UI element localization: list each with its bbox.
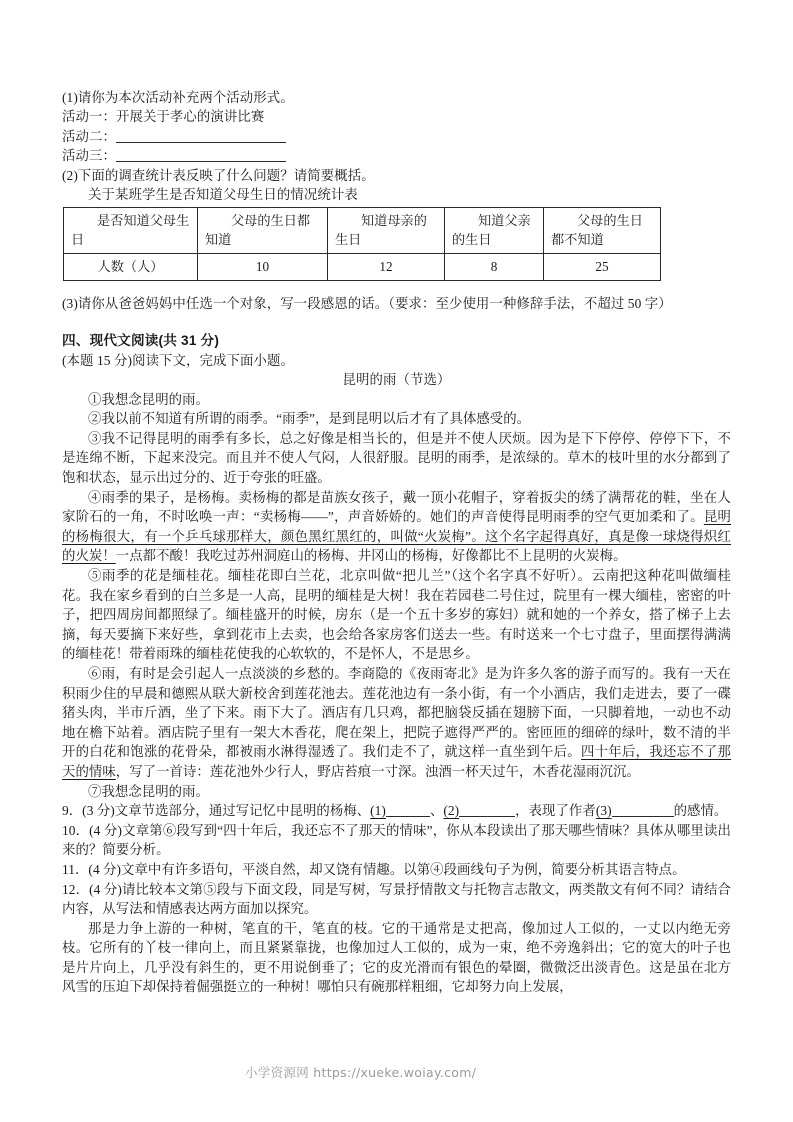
activity-item-3-blank[interactable] xyxy=(116,148,286,162)
table-cell-value-2: 8 xyxy=(445,254,544,281)
paragraph-6-underlined: 四十年后，我还忘不了那天的情味 xyxy=(62,744,731,779)
activity-item-2 xyxy=(62,127,731,146)
article-paragraph-2: ②我以前不知道有所谓的雨季。“雨季”，是到昆明以后才有了具体感受的。 xyxy=(88,411,531,427)
paragraph-6-part-a: ⑥雨，有时是会引起人一点淡淡的乡愁的。李商隐的《夜雨寄北》是为许多久客的游子而写的。我有一天在积雨少住的早晨和德熙从联大新校舍到莲花池去。莲花池边有一条小街，有一个小酒店，我们走进去，要了一碟猪头肉，半市斤酒，坐了下来。雨下大了。酒店有几只鸡，都把脑袋反插在翅膀下面，一只脚着地，一动也不动地在檐下站着。酒店院子里有一架大木香花，爬在架上，把院子遮得严严的。密匝匝的细碎的绿叶，数不清的半开的白花和饱涨的花骨朵，都被雨水淋得湿透了。我们走不了，就这样一直坐到午后。 xyxy=(62,665,731,760)
question-12-excerpt: 那是力争上游的一种树，笔直的干，笔直的枝。它的干通常是丈把高，像加过人工似的，一丈以内绝无旁枝。它所有的丫枝一律向上，而且紧紧靠拢，也像加过人工似的，成为一束，绝不旁逸斜出；它的宽大的叶子也是片片向上，几乎没有斜生的，更不用说倒垂了；它的皮光滑而有银色的晕圈，微微泛出淡青色。这是虽在北方风雪的压迫下却保持着倔强挺立的一种树！哪怕只有碗那样粗细，它却努力向上发展， xyxy=(62,920,731,995)
question-10: 10．(4 分)文章第⑥段写到“四十年后，我还忘不了那天的情味”，你从本段读出了那天哪些情味？具体从哪里读出来的？简要分析。 xyxy=(62,822,731,858)
question-12: 12．(4 分)请比较本文第⑤段与下面文段，同是写树，写景抒情散文与托物言志散文，两类散文有何不同？请结合内容，从写法和情感表达两方面加以探究。 xyxy=(62,881,731,917)
activity-item-2-label: 活动二： xyxy=(62,128,116,144)
question-9-text-c: 的感 xyxy=(673,803,701,819)
activity-item-3-label: 活动三： xyxy=(62,148,116,164)
question-9-text-d: 情。 xyxy=(700,803,728,819)
article-paragraph-6 xyxy=(62,664,731,782)
question-9-blank-3-label: (3) xyxy=(595,803,612,819)
question-9-blank-1-label: (1) xyxy=(370,803,386,819)
article-paragraph-1: ①我想念昆明的雨。 xyxy=(88,391,209,407)
spacer-after-table xyxy=(62,281,731,294)
stat-table-caption: 关于某班学生是否知道父母生日的情况统计表 xyxy=(88,187,358,203)
table-header-cell-2: 知道母亲的生日 xyxy=(328,208,445,254)
question-11: 11．(4 分)文章中有许多语句，平淡自然，却又饶有情趣。以第④段画线句子为例，简要分析其语言特点。 xyxy=(62,861,686,877)
question-9-blank-2-label: (2) xyxy=(443,803,460,819)
table-header-cell-3: 知道父亲的生日 xyxy=(445,208,544,254)
activity-item-3 xyxy=(62,146,731,165)
activity-item-1: 活动一：开展关于孝心的演讲比赛 xyxy=(62,109,265,125)
article-paragraph-5: ⑤雨季的花是缅桂花。缅桂花即白兰花，北京叫做“把儿兰”（这个名字真不好听）。云南把这种花叫做缅桂花。我在家乡看到的白兰多是一人高，昆明的缅桂是大树！我在若园巷二号住过，院里有一棵大缅桂，密密的叶子，把四周房间都照绿了。缅桂盛开的时候，房东（是一个五十多岁的寡妇）就和她的一个养女，搭了梯子上去摘，每天要摘下来好些，拿到花市上去卖，也会给各家房客们送去一些。有时送来一个七寸盘子，里面摆得满满的缅桂花！带着雨珠的缅桂花使我的心软软的，不是怀人，不是思乡。 xyxy=(62,568,731,662)
paragraph-4-part-b: 一点都不酸！我吃过苏州洞庭山的杨梅、井冈山的杨梅，好像都比不上昆明的火炭梅。 xyxy=(115,548,627,564)
table-row-label: 人数（人） xyxy=(64,254,198,281)
question-9-blank-2[interactable] xyxy=(459,803,515,817)
article-paragraph-3: ③我不记得昆明的雨季有多长，总之好像是相当长的，但是并不使人厌烦。因为是下下停停、停停下下，不是连绵不断，下起来没完。而且并不使人气闷，人很舒服。昆明的雨季，是浓绿的。草木的枝叶里的水分都到了饱和状态，显示出过分的、近于夸张的旺盛。 xyxy=(62,430,731,486)
question-9 xyxy=(62,801,731,821)
activity-question-3: (3)请你从爸爸妈妈中任选一个对象，写一段感恩的话。（要求：至少使用一种修辞手法，不超过 50 字） xyxy=(62,296,672,312)
question-9-blank-3[interactable] xyxy=(612,803,674,817)
paragraph-4-underlined: 昆明的杨梅很大，有一个乒乓球那样大，颜色黑红黑红的，叫做“火炭梅”。这个名字起得真好，真是像一球烧得炽红的火炭！ xyxy=(62,509,731,564)
table-row-data xyxy=(64,254,661,281)
article-paragraph-4 xyxy=(62,488,731,566)
article-paragraph-7: ⑦我想念昆明的雨。 xyxy=(88,783,209,799)
paragraph-4-part-a: ④雨季的果子，是杨梅。卖杨梅的都是苗族女孩子，戴一顶小花帽子，穿着扳尖的绣了满帮花的鞋，坐在人家阶石的一角，不时吆唤一声：“卖杨梅——”，声音娇娇的。她们的声音使得昆明雨季的空气更加柔和了。 xyxy=(62,489,731,525)
activity-item-2-blank[interactable] xyxy=(116,129,286,143)
table-cell-value-3: 25 xyxy=(544,254,661,281)
table-header-cell-1: 父母的生日都知道 xyxy=(198,208,328,254)
table-header-cell-4: 父母的生日都不知道 xyxy=(544,208,661,254)
paragraph-6-part-b: ，写了一首诗：莲花池外少行人，野店苔痕一寸深。浊酒一杯天过午，木香花湿雨沉沉。 xyxy=(115,763,640,779)
question-9-text-b: ，表现了作者 xyxy=(515,803,596,819)
article-title: 昆明的雨（节选） xyxy=(342,372,451,388)
section-subheading: (本题 15 分)阅读下文，完成下面小题。 xyxy=(62,352,294,368)
stat-table xyxy=(63,207,661,281)
activity-question-2: (2)下面的调查统计表反映了什么问题？请简要概括。 xyxy=(62,167,375,183)
table-row-header xyxy=(64,208,661,254)
activity-question-1: (1)请你为本次活动补充两个活动形式。 xyxy=(62,90,294,105)
table-cell-value-0: 10 xyxy=(198,254,328,281)
section-heading: 四、现代文阅读(共 31 分) xyxy=(62,332,220,348)
watermark: 小学资源网 https://xueke.woiay.com/ xyxy=(245,1065,477,1080)
table-cell-value-1: 12 xyxy=(328,254,445,281)
question-9-blank-1[interactable] xyxy=(386,803,430,817)
table-header-cell-0: 是否知道父母生日 xyxy=(64,208,198,254)
question-9-separator: 、 xyxy=(429,803,444,819)
question-9-text-a: 9．(3 分)文章节选部分，通过写记忆中昆明的杨梅、 xyxy=(62,803,371,819)
spacer-before-section xyxy=(62,314,731,331)
